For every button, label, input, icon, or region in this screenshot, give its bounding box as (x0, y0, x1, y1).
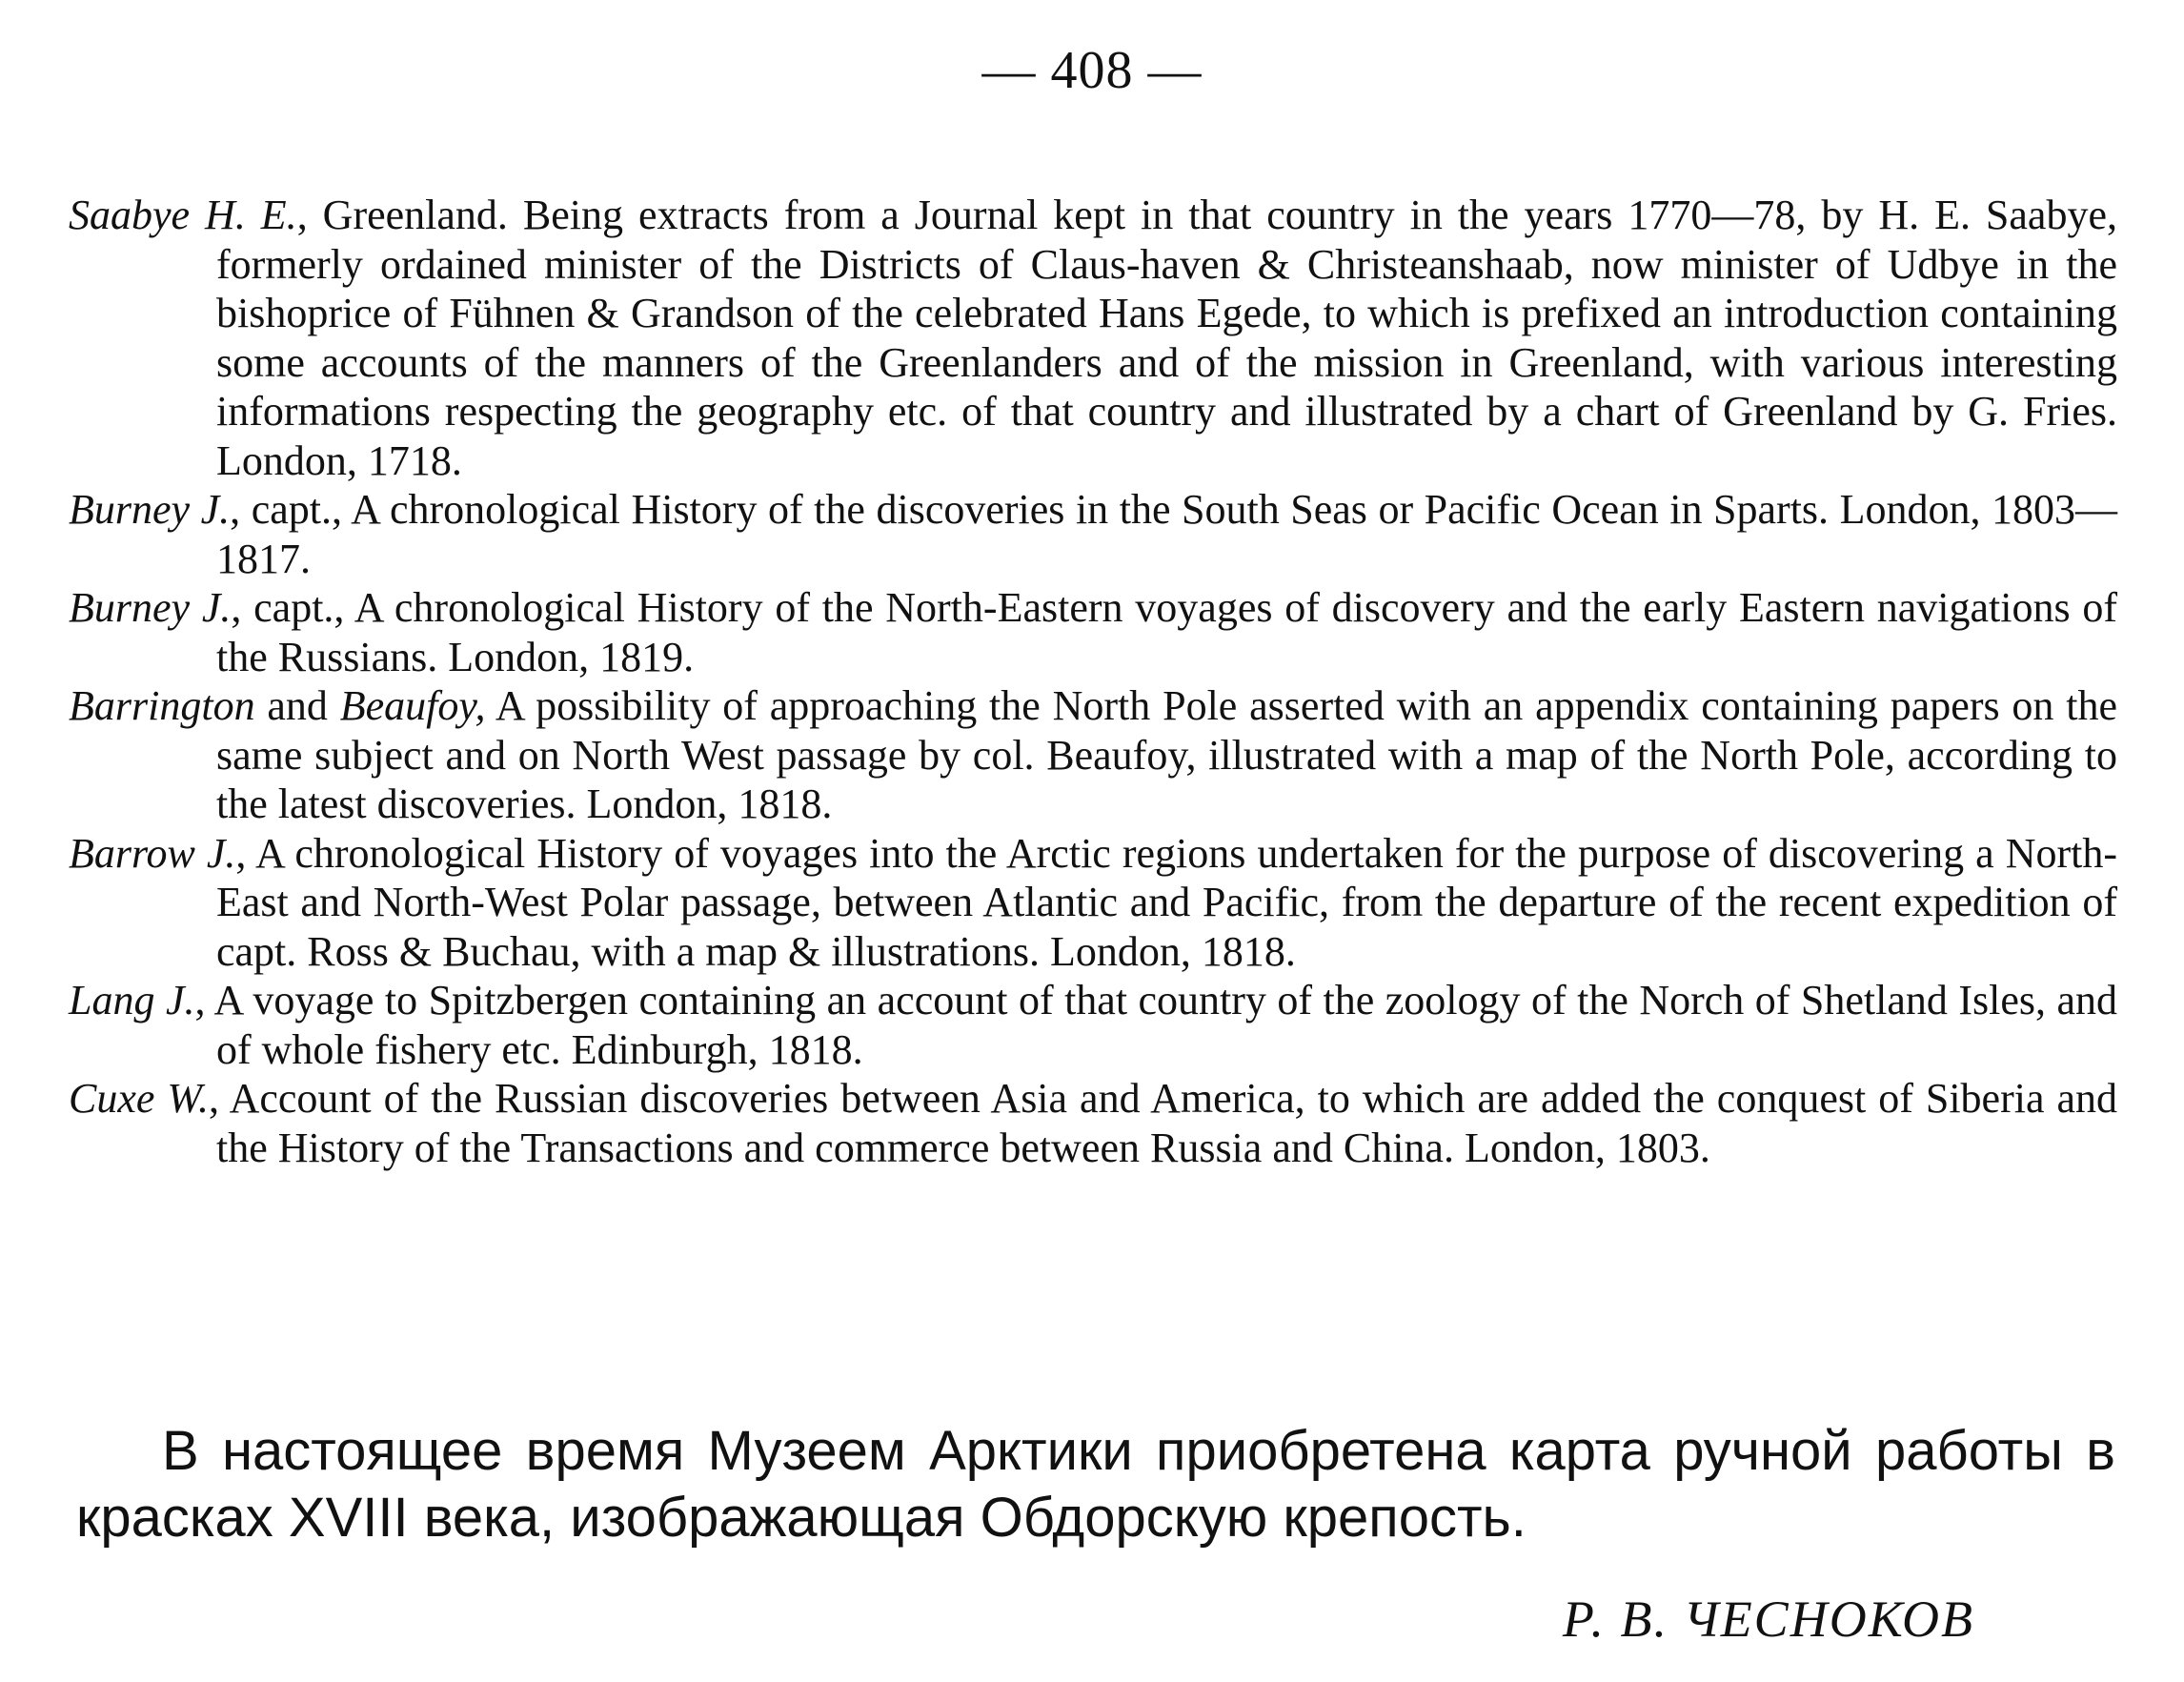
reference-author: Cuxe W. (69, 1075, 210, 1122)
reference-text: A voyage to Spitzbergen containing an account of that country of the zoology of the Norch of Shetland Isles, and of whole fishery etc. Edinburgh, 1818. (213, 977, 2118, 1073)
reference-text: Account of the Russian discoveries between Asia and America, to which are added the conquest of Siberia and the History of the Transactions and commerce between Russia and China. London, 1803. (216, 1075, 2117, 1171)
author-signature: Р. В. ЧЕСНОКОВ (1562, 1591, 1974, 1648)
reference-separator: , (235, 829, 255, 877)
reference-text: A chronological History of voyages into the Arctic regions undertaken for the purpose of discovering a North-East and North-West Polar passage, between Atlantic and Pacific, from the departure of the recent expedition of capt. Ross & Buchau, with a map & illustrations. London, 1818. (216, 829, 2117, 975)
reference-author-second: Beaufoy, (339, 682, 486, 729)
reference-author: Burney J. (69, 486, 231, 533)
reference-conjunction: and (254, 682, 340, 729)
reference-separator: , (230, 486, 252, 533)
reference-entry (69, 1074, 2117, 1172)
reference-author: Barrow J. (69, 829, 236, 877)
reference-separator: , (231, 584, 254, 631)
reference-separator: , (296, 192, 323, 238)
page-number: — 408 — (981, 41, 1203, 100)
reference-entry (69, 191, 2117, 485)
reference-author: Lang J. (69, 977, 195, 1023)
reference-text: capt., A chronological History of the North-Eastern voyages of discovery and the early Eastern navigations of the Russians. London, 1819. (216, 584, 2117, 680)
reference-separator: , (194, 977, 214, 1023)
reference-text: A possibility of approaching the North Pole asserted with an appendix containing papers on the same subject and on North West passage by col. Beaufoy, illustrated with a map of the North Pole, according to the latest discoveries. London, 1818. (216, 682, 2117, 827)
reference-entry (69, 829, 2117, 977)
reference-list (69, 191, 2117, 1172)
reference-text: capt., A chronological History of the discoveries in the South Seas or Pacific Ocean in Sparts. London, 1803—1817. (216, 486, 2118, 582)
reference-author: Barrington (69, 682, 255, 729)
reference-text: Greenland. Being extracts from a Journal kept in that country in the years 1770—78, by H. E. Saabye, formerly ordained minister of the Districts of Claus-haven & Christeanshaab, now minister of Udbye in the bishoprice of Fühnen & Grandson of the celebrated Hans Egede, to which is prefixed an introduction containing some accounts of the manners of the Greenlanders and of the mission in Greenland, with various interesting informations respecting the geography etc. of that country and illustrated by a chart of Greenland by G. Fries. London, 1718. (216, 192, 2117, 484)
reference-entry (69, 485, 2117, 583)
reference-author: Saabye H. E. (69, 192, 297, 238)
reference-separator: , (209, 1075, 230, 1122)
reference-entry (69, 681, 2117, 829)
closing-note: В настоящее время Музеем Арктики приобретена карта ручной работы в красках XVIII века, изображающая Обдорскую крепость. (76, 1420, 2115, 1549)
reference-author: Burney J. (69, 584, 232, 631)
reference-separator (486, 682, 495, 729)
reference-entry (69, 976, 2117, 1074)
reference-entry (69, 583, 2117, 681)
